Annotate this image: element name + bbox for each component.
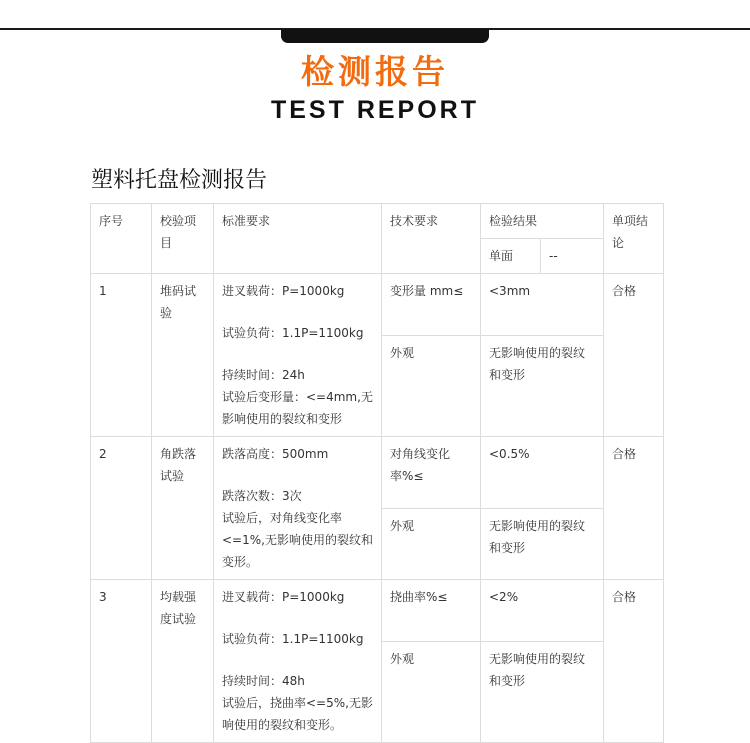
standard-line: 试验负荷：1.1P=1100kg [222, 326, 364, 340]
table-row [91, 437, 664, 509]
row-standard [214, 437, 382, 580]
standard-line: 进叉载荷：P=1000kg [222, 590, 345, 604]
row-result-appearance: 无影响使用的裂纹和变形 [481, 642, 604, 743]
table-row [91, 274, 664, 336]
table-row [91, 580, 664, 642]
standard-line: 持续时间：48h [222, 674, 305, 688]
header-result-single-side-value: -- [541, 239, 604, 274]
row-tech-appearance: 外观 [382, 508, 481, 580]
row-result-value: <2% [481, 580, 604, 642]
standard-line: 试验后，对角线变化率<=1%,无影响使用的裂纹和变形。 [222, 511, 373, 569]
row-result-appearance: 无影响使用的裂纹和变形 [481, 508, 604, 580]
row-conclusion: 合格 [604, 274, 664, 437]
page-title-en: TEST REPORT [270, 96, 479, 124]
row-tech-appearance: 外观 [382, 336, 481, 437]
row-seq: 1 [91, 274, 152, 437]
header-item: 校验项目 [152, 204, 214, 274]
row-item: 角跌落试验 [152, 437, 214, 580]
standard-line: 跌落高度：500mm [222, 447, 329, 461]
row-conclusion: 合格 [604, 580, 664, 743]
standard-line: 试验后变形量：<=4mm,无影响使用的裂纹和变形 [222, 390, 373, 426]
row-tech-requirement: 变形量 mm≤ [382, 274, 481, 336]
standard-line: 跌落次数：3次 [222, 489, 302, 503]
header-result: 检验结果 [481, 204, 604, 239]
header-tab-bar [281, 29, 489, 43]
row-item: 堆码试验 [152, 274, 214, 437]
standard-line: 进叉载荷：P=1000kg [222, 284, 345, 298]
row-result-value: <3mm [481, 274, 604, 336]
row-tech-requirement: 对角线变化率%≤ [382, 437, 481, 509]
row-item: 均载强度试验 [152, 580, 214, 743]
row-seq: 2 [91, 437, 152, 580]
report-title: 塑料托盘检测报告 [91, 168, 268, 193]
standard-line: 试验后，挠曲率<=5%,无影响使用的裂纹和变形。 [222, 696, 373, 732]
row-conclusion: 合格 [604, 437, 664, 580]
standard-line: 试验负荷：1.1P=1100kg [222, 632, 364, 646]
row-result-value: <0.5% [481, 437, 604, 509]
row-tech-appearance: 外观 [382, 642, 481, 743]
row-standard [214, 580, 382, 743]
header-standard: 标准要求 [214, 204, 382, 274]
header-result-single-side: 单面 [481, 239, 541, 274]
row-result-appearance: 无影响使用的裂纹和变形 [481, 336, 604, 437]
header-technical: 技术要求 [382, 204, 481, 274]
header-seq: 序号 [91, 204, 152, 274]
row-standard [214, 274, 382, 437]
standard-line: 持续时间：24h [222, 368, 305, 382]
page-title-cn: 检测报告 [301, 52, 449, 91]
row-seq: 3 [91, 580, 152, 743]
row-tech-requirement: 挠曲率%≤ [382, 580, 481, 642]
header-conclusion: 单项结论 [604, 204, 664, 274]
table-header-row [91, 204, 664, 239]
report-table [90, 203, 664, 743]
